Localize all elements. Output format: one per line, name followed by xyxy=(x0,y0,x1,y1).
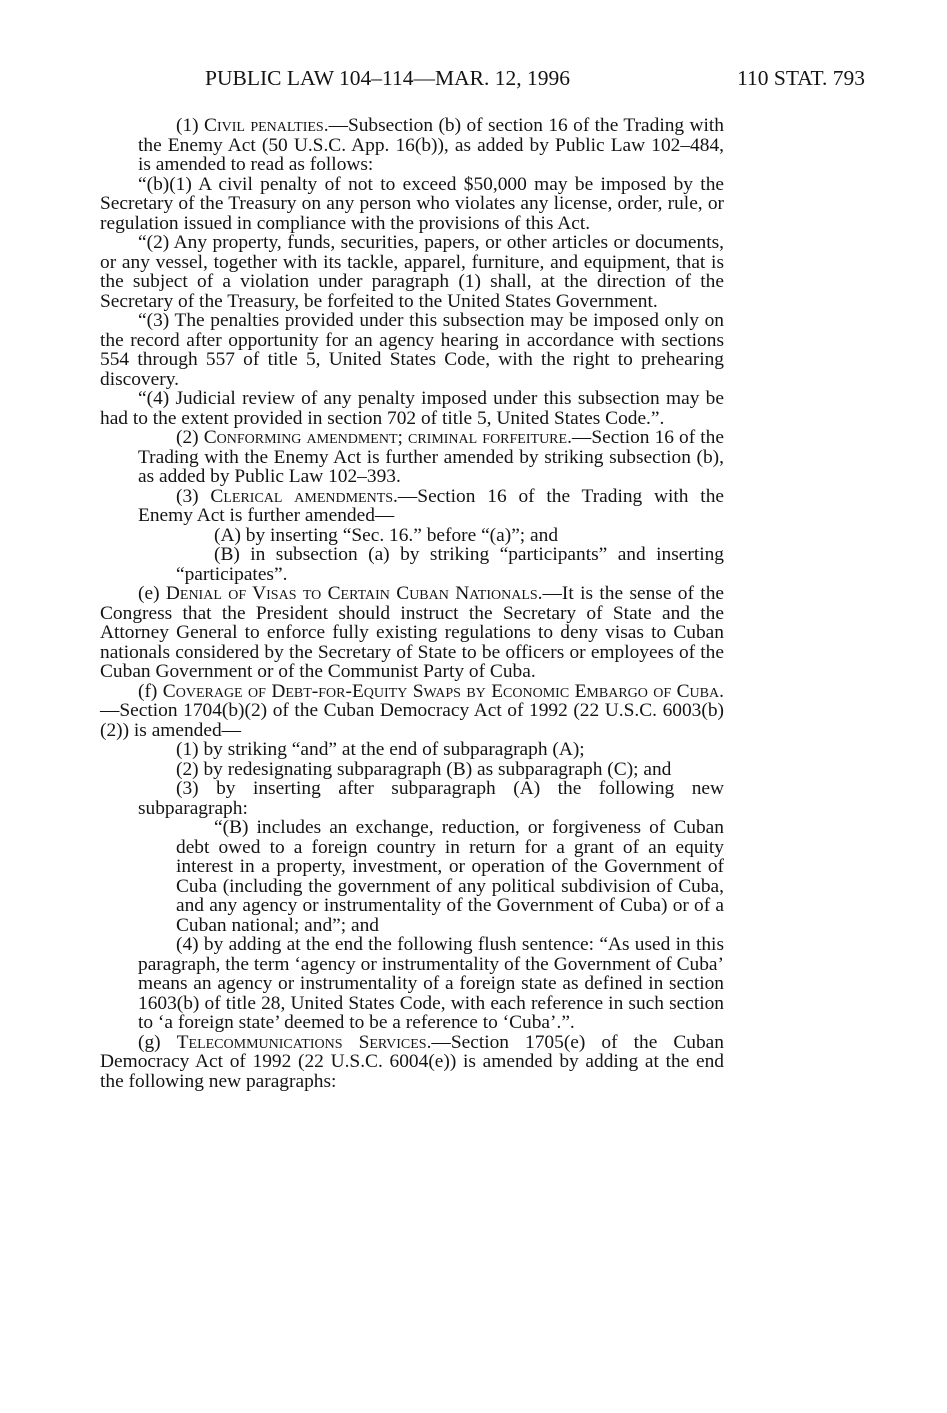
paragraph: (1) Civil penalties.—Subsection (b) of section 16 of the Trading with the Enemy Act (50 U.S.C. App. 16(b)), as added by Public Law 102–484, is amended to read as follows: xyxy=(138,115,724,175)
running-header xyxy=(205,66,865,94)
paragraph: (2) by redesignating subparagraph (B) as subparagraph (C); and xyxy=(176,758,672,780)
paragraph: “(3) The penalties provided under this subsection may be imposed only on the record after opportunity for an agency hearing in accordance with sections 554 through 557 of title 5, United States Code, with the right to prehearing discovery. xyxy=(100,310,724,390)
paragraph: (3) by inserting after subparagraph (A) the following new subparagraph: xyxy=(138,778,724,819)
paragraph: (3) Clerical amendments.—Section 16 of the Trading with the Enemy Act is further amended— xyxy=(138,485,724,526)
document-body xyxy=(100,116,724,1091)
paragraph: (4) by adding at the end the following flush sentence: “As used in this paragraph, the term ‘agency or instrumentality of the Government of Cuba’ means an agency or instrumentality of a foreign state as defined in section 1603(b) of title 28, United States Code, with each reference in such section to ‘a foreign state’ deemed to be a reference to ‘Cuba’.”. xyxy=(138,934,724,1033)
paragraph: (B) in subsection (a) by striking “participants” and inserting “participates”. xyxy=(176,544,724,585)
paragraph: (e) Denial of Visas to Certain Cuban Nationals.—It is the sense of the Congress that the President should instruct the Secretary of State and the Attorney General to enforce fully existing regulations to deny visas to Cuban nationals considered by the Secretary of State to be officers or employees of the Cuban Government or of the Communist Party of Cuba. xyxy=(100,583,724,682)
paragraph: (f) Coverage of Debt-for-Equity Swaps by Economic Embargo of Cuba.—Section 1704(b)(2) of the Cuban Democracy Act of 1992 (22 U.S.C. 6003(b)(2)) is amended— xyxy=(100,680,724,741)
paragraph: (2) Conforming amendment; criminal forfeiture.—Section 16 of the Trading with the Enemy Act is further amended by striking subsection (b), as added by Public Law 102–393. xyxy=(138,427,724,487)
header-law-citation: PUBLIC LAW 104–114—MAR. 12, 1996 xyxy=(205,66,570,90)
paragraph: “(B) includes an exchange, reduction, or forgiveness of Cuban debt owed to a foreign country in return for a grant of an equity interest in a property, investment, or operation of the Government of Cuba (including the government of any political subdivision of Cuba, and any agency or instrumentality of the Government of Cuba) or of a Cuban national; and”; and xyxy=(176,817,724,936)
paragraph: “(4) Judicial review of any penalty imposed under this subsection may be had to the extent provided in section 702 of title 5, United States Code.”. xyxy=(100,388,724,429)
paragraph: (1) by striking “and” at the end of subparagraph (A); xyxy=(176,739,585,760)
paragraph: (A) by inserting “Sec. 16.” before “(a)”; and xyxy=(214,524,559,546)
paragraph: “(b)(1) A civil penalty of not to exceed $50,000 may be imposed by the Secretary of the Treasury on any person who violates any license, order, rule, or regulation issued in compliance with the provisions of this Act. xyxy=(100,173,724,234)
header-page-number: 110 STAT. 793 xyxy=(737,66,865,90)
paragraph: “(2) Any property, funds, securities, papers, or other articles or documents, or any vessel, together with its tackle, apparel, furniture, and equipment, that is the subject of a violation under paragraph (1) shall, at the direction of the Secretary of the Treasury, be forfeited to the United States Government. xyxy=(100,232,724,312)
paragraph: (g) Telecommunications Services.—Section 1705(e) of the Cuban Democracy Act of 1992 (22 U.S.C. 6004(e)) is amended by adding at the end the following new paragraphs: xyxy=(100,1031,724,1092)
